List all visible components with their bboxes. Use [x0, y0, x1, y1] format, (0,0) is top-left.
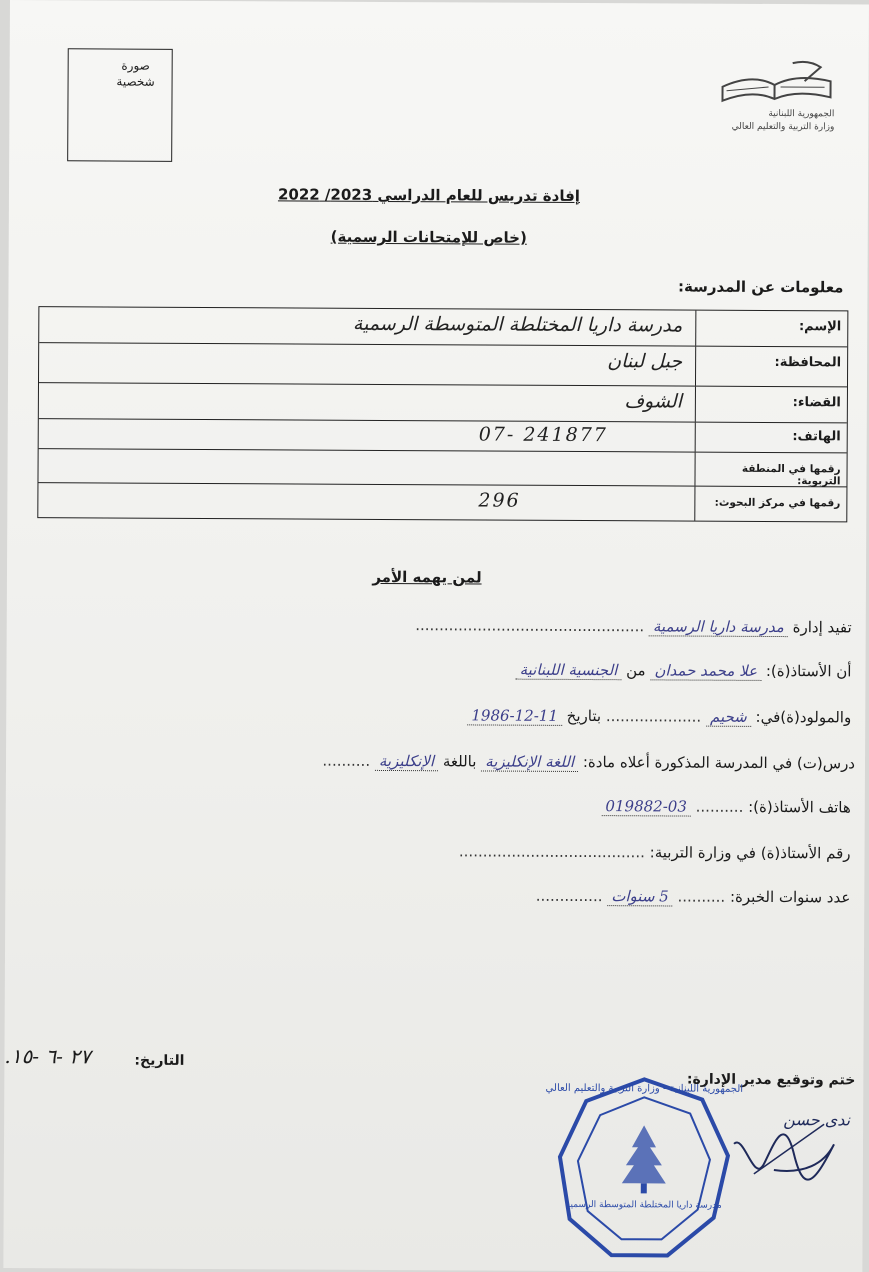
- signature-name: ندى حسن: [783, 1110, 850, 1129]
- school-info-table: [37, 306, 848, 522]
- nationality-value: الجنسية اللبنانية: [516, 661, 622, 681]
- table-row: [39, 383, 847, 423]
- page-subtitle: (خاص للإمتحانات الرسمية): [299, 228, 559, 247]
- to-whom-heading: لمن يهمه الأمر: [347, 568, 507, 587]
- admin-prefix: تفيد إدارة: [793, 618, 852, 636]
- teacher-phone-value: 03-019882: [601, 797, 691, 816]
- dotted-fill: ..........: [696, 798, 744, 816]
- dotted-fill: ..............: [536, 887, 603, 905]
- teacher-phone-line: [601, 797, 850, 816]
- lang-prefix: باللغة: [443, 752, 477, 770]
- ministry-logo: [704, 59, 844, 140]
- region-number-value: [58, 449, 681, 485]
- table-row: [39, 307, 847, 347]
- research-center-number-value: 296: [58, 483, 681, 520]
- table-row: [38, 449, 846, 487]
- teacher-value: علا محمد حمدان: [650, 661, 761, 681]
- phone-prefix: هاتف الأستاذ(ة):: [748, 798, 851, 817]
- dotted-fill: .......................................: [459, 842, 645, 861]
- school-info-label: معلومات عن المدرسة:: [643, 277, 843, 296]
- born-value: شحيم: [706, 708, 751, 727]
- subject-prefix: درس(ت) في المدرسة المذكورة أعلاه مادة:: [583, 753, 855, 772]
- dotted-fill: ..........: [677, 888, 725, 906]
- dotted-fill: ..........: [322, 752, 370, 770]
- dotted-fill: ....................: [606, 707, 701, 725]
- admin-value: مدرسة داريا الرسمية: [649, 617, 788, 637]
- stamp-label: ختم وتوقيع مدير الإدارة:: [655, 1071, 855, 1088]
- date-value: .٢٧ -٦ -١٥: [4, 1044, 90, 1068]
- experience-line: [536, 887, 851, 907]
- row-label: المحافظة:: [695, 347, 847, 387]
- dotted-fill: ................................................: [415, 616, 644, 635]
- row-label: رقمها في المنطقة التربوية:: [694, 453, 846, 487]
- row-label: القضاء:: [695, 387, 847, 423]
- stamp-inner-text: مدرسة داريا المختلطة المتوسطة الرسمية: [566, 1200, 722, 1211]
- header-line1: الجمهورية اللبنانية: [694, 109, 834, 120]
- district-value: الشوف: [59, 383, 682, 421]
- governorate-value: جبل لبنان: [59, 343, 682, 385]
- school-name-value: مدرسة داريا المختلطة المتوسطة الرسمية: [59, 307, 682, 345]
- date-prefix: بتاريخ: [567, 707, 601, 725]
- lang-value: الإنكليزية: [375, 752, 438, 771]
- stamp-outer-text: الجمهورية اللبنانية - وزارة التربية والتعليم العالي: [546, 1083, 744, 1095]
- row-label: رقمها في مركز البحوث:: [694, 487, 846, 522]
- ministry-number-line: [459, 842, 851, 862]
- photo-label: صورة شخصية: [106, 58, 166, 90]
- birth-date-value: 11-12-1986: [467, 706, 562, 725]
- birth-line: [467, 706, 851, 726]
- subject-line: [322, 752, 855, 773]
- photo-box: [67, 48, 173, 162]
- subject-value: اللغة الإنكليزية: [481, 752, 578, 772]
- school-phone-value: 07- 241877: [59, 419, 682, 451]
- table-row: [39, 419, 847, 453]
- table-row: [38, 483, 846, 521]
- row-label: الإسم:: [695, 311, 847, 347]
- teacher-prefix: أن الأستاذ(ة):: [766, 662, 852, 680]
- nationality-prefix: من: [626, 661, 646, 679]
- document-page: [3, 0, 869, 1272]
- page-title: إفادة تدريس للعام الدراسي 2023/ 2022: [249, 185, 609, 205]
- experience-prefix: عدد سنوات الخبرة:: [730, 888, 850, 907]
- experience-value: 5 سنوات: [607, 887, 673, 906]
- row-label: الهاتف:: [695, 423, 847, 453]
- table-row: [39, 343, 847, 387]
- date-label: التاريخ:: [134, 1053, 184, 1069]
- header-line2: وزارة التربية والتعليم العالي: [694, 122, 834, 133]
- signature: [704, 1104, 855, 1205]
- ministry-number-prefix: رقم الأستاذ(ة) في وزارة التربية:: [650, 843, 851, 862]
- born-prefix: والمولود(ة)في:: [756, 708, 852, 727]
- teacher-line: [516, 661, 852, 681]
- admin-line: [415, 616, 852, 636]
- book-logo-icon: [712, 59, 837, 106]
